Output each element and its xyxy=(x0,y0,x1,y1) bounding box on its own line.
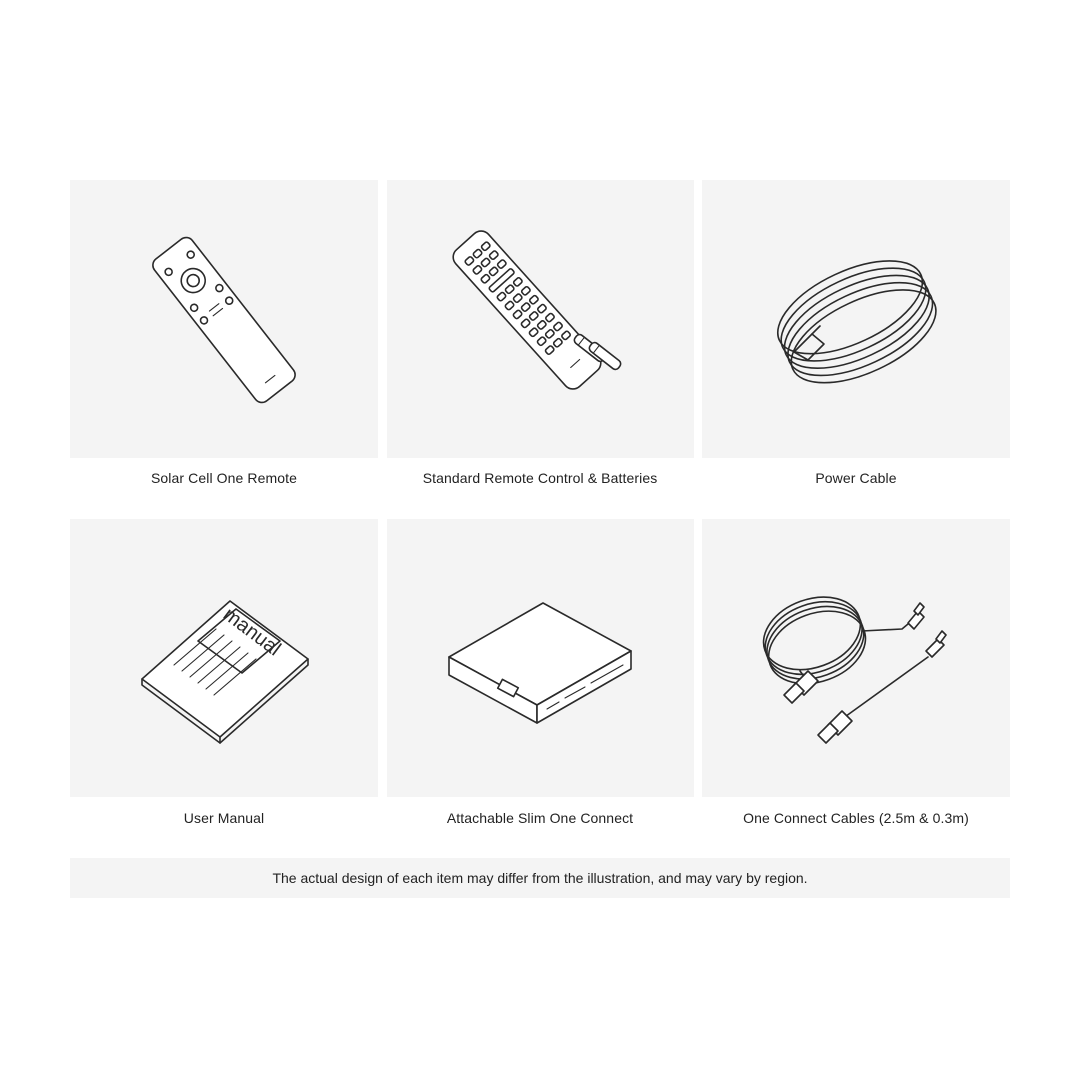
item-tile-one-connect-cables xyxy=(702,519,1010,797)
power-cable-icon xyxy=(702,180,1010,458)
item-tile-power-cable xyxy=(702,180,1010,458)
one-connect-cables-icon xyxy=(702,519,1010,797)
item-label: Power Cable xyxy=(815,470,897,486)
standard-remote-icon xyxy=(387,180,694,458)
item-label: Attachable Slim One Connect xyxy=(446,810,634,826)
item-label: User Manual xyxy=(183,810,265,826)
item-label: Solar Cell One Remote xyxy=(150,470,298,486)
disclaimer-note: The actual design of each item may differ from the illustration, and may vary by region. xyxy=(70,858,1010,898)
solar-remote-icon xyxy=(70,180,378,458)
manual-icon xyxy=(70,519,378,797)
item-tile-solar-remote xyxy=(70,180,378,458)
item-label: Standard Remote Control & Batteries xyxy=(422,470,658,486)
one-connect-box-icon xyxy=(387,519,694,797)
item-tile-standard-remote xyxy=(387,180,694,458)
item-tile-user-manual xyxy=(70,519,378,797)
item-tile-one-connect xyxy=(387,519,694,797)
manual-cover-text: manual xyxy=(218,603,285,661)
item-label: One Connect Cables (2.5m & 0.3m) xyxy=(743,810,969,826)
